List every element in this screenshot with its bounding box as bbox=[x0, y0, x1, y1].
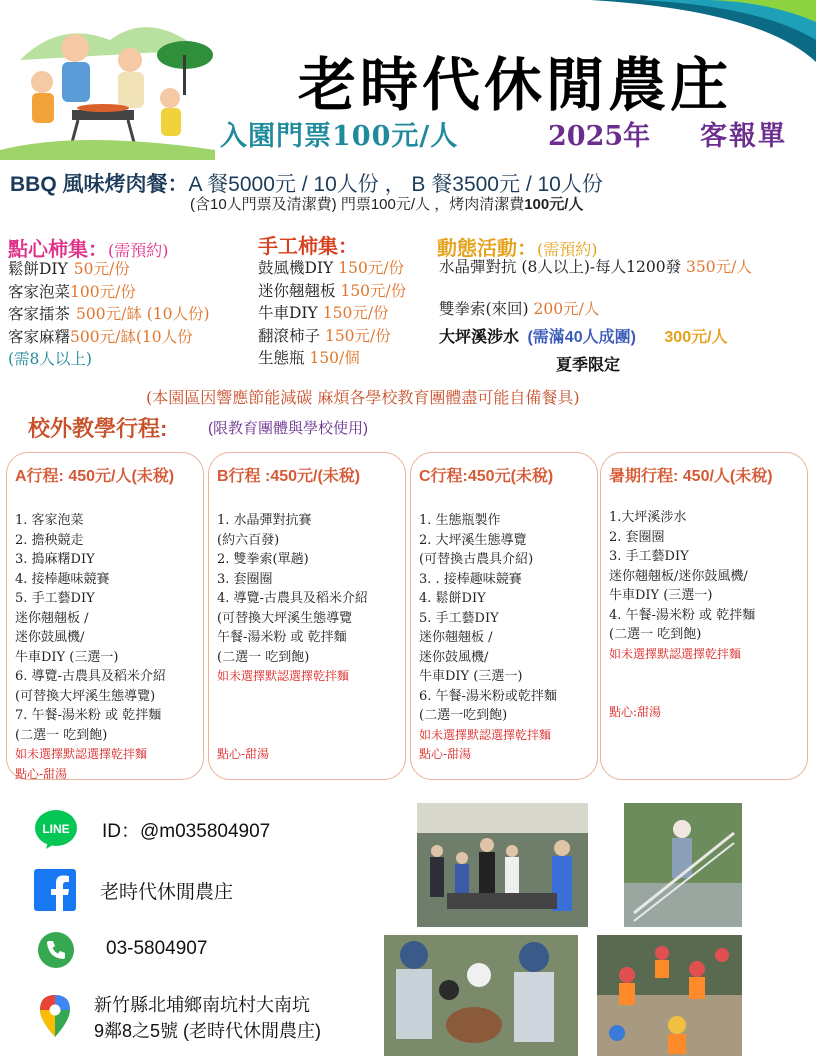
list-item: 客家麻糬500元/缽(10人份 bbox=[8, 327, 193, 346]
itinerary-line: 4. 接棒趣味競賽 bbox=[15, 571, 110, 587]
line-id[interactable]: ID：@m035804907 bbox=[102, 821, 271, 842]
list-item: 鼓風機DIY 150元/份 bbox=[258, 259, 405, 277]
itinerary-line: 1. 客家泡菜 bbox=[15, 513, 84, 528]
itinerary-note: 如未選擇默認選擇乾拌麵 bbox=[419, 727, 552, 742]
itinerary-line: 牛車DIY (三選一) bbox=[15, 649, 119, 665]
card-lines bbox=[419, 511, 557, 765]
card-lines bbox=[217, 511, 368, 765]
card-title: C行程:450元(未稅) bbox=[419, 468, 554, 485]
itinerary-line: (二選一 吃到飽) bbox=[15, 727, 108, 743]
activity-item-crystal: 水晶彈對抗 (8人以上)-每人1200發 350元/人 bbox=[439, 258, 752, 276]
itinerary-line: 1. 水晶彈對抗賽 bbox=[217, 513, 312, 528]
itinerary-note: 點心-甜湯 bbox=[419, 747, 472, 761]
svg-text:LINE: LINE bbox=[42, 822, 70, 836]
itinerary-line: (可替換大坪溪生態導覽) bbox=[15, 688, 156, 704]
craft-section-title: 手工柿集： bbox=[258, 236, 358, 258]
list-item: 鬆餅DIY 50元/份 bbox=[8, 260, 130, 278]
customer-form-label: 客報單 bbox=[700, 121, 787, 152]
card-lines bbox=[15, 511, 166, 784]
itinerary-line: 5. 手工藝DIY bbox=[15, 591, 95, 606]
itinerary-line: (可替換古農具介紹) bbox=[419, 552, 534, 567]
itinerary-line: 4. 鬆餅DIY bbox=[419, 591, 486, 606]
card-title: A行程: 450元/人(未稅) bbox=[15, 468, 175, 485]
itinerary-line: 迷你鼓風機/ bbox=[419, 649, 489, 665]
itinerary-line: 4. 導覽-古農具及稻米介紹 bbox=[217, 591, 368, 606]
field-trip-subtitle: (限教育團體與學校使用) bbox=[208, 420, 368, 437]
address-line-1: 新竹縣北埔鄉南坑村大南坑 bbox=[94, 995, 310, 1015]
itinerary-line: 6. 午餐-湯米粉或乾拌麵 bbox=[419, 688, 557, 704]
itinerary-line: 牛車DIY (三選一) bbox=[609, 588, 713, 603]
itinerary-line: 迷你鼓風機/ bbox=[15, 630, 85, 645]
activity-title-text: 動態活動： bbox=[437, 238, 537, 260]
list-item: 客家擂茶 500元/缽 (10人份) bbox=[8, 305, 210, 323]
snack-title-text: 點心柿集： bbox=[8, 239, 108, 261]
itinerary-line: 3. 套圈圈 bbox=[217, 571, 273, 587]
itinerary-note bbox=[217, 687, 368, 707]
map-pin-icon[interactable] bbox=[40, 995, 70, 1037]
itinerary-card-a bbox=[6, 452, 204, 780]
activity-reservation-note: (需預約) bbox=[537, 240, 598, 259]
bbq-cleaning-fee: 100元/人 bbox=[524, 196, 584, 213]
ticket-price: 入園門票100元/人 bbox=[220, 121, 459, 152]
facebook-page-name[interactable]: 老時代休閒農庄 bbox=[100, 882, 234, 903]
list-item: 翻滾柿子 150元/份 bbox=[258, 326, 391, 345]
itinerary-note: 點心:甜湯 bbox=[609, 705, 662, 719]
itinerary-note: 點心-甜湯 bbox=[15, 766, 68, 781]
itinerary-note bbox=[217, 726, 368, 746]
itinerary-line: 3. 搗麻糬DIY bbox=[15, 552, 95, 567]
itinerary-note: 如未選擇默認選擇乾拌麵 bbox=[217, 669, 350, 683]
itinerary-line: 2. 套圈圈 bbox=[609, 529, 665, 545]
craft-list bbox=[258, 257, 406, 370]
itinerary-note bbox=[217, 706, 368, 726]
itinerary-card-b bbox=[208, 452, 406, 780]
snack-reservation-note: (需預約) bbox=[108, 241, 169, 260]
snack-min-note: (需8人以上) bbox=[8, 350, 92, 368]
bbq-prices: A 餐5000元 / 10人份 ， B 餐3500元 / 10人份 bbox=[188, 173, 603, 196]
itinerary-line: 5. 手工藝DIY bbox=[419, 610, 499, 626]
bbq-note bbox=[190, 193, 583, 214]
list-item: 牛車DIY 150元/份 bbox=[258, 304, 389, 322]
itinerary-line: 迷你翹翹板 / bbox=[419, 630, 493, 645]
bbq-label: BBQ 風味烤肉餐： bbox=[10, 173, 189, 196]
card-title: 暑期行程: 450/人(未稅) bbox=[609, 468, 773, 485]
card-title: B行程 :450元/(未稅) bbox=[217, 468, 361, 485]
phone-icon[interactable] bbox=[38, 932, 74, 968]
itinerary-line: 1. 生態瓶製作 bbox=[419, 513, 501, 528]
farm-title: 老時代休閒農庄 bbox=[298, 51, 733, 119]
itinerary-line: 午餐-湯米粉 或 乾拌麵 bbox=[217, 630, 347, 645]
itinerary-note: 點心-甜湯 bbox=[217, 747, 270, 761]
itinerary-line: 3. 手工藝DIY bbox=[609, 549, 689, 564]
year-label: 2025年 bbox=[548, 121, 651, 152]
activity-item-rope: 雙拳索(來回) 200元/人 bbox=[439, 300, 600, 318]
snack-list bbox=[8, 258, 210, 371]
itinerary-line: (約六百發) bbox=[217, 532, 280, 548]
itinerary-line: 牛車DIY (三選一) bbox=[419, 669, 523, 684]
itinerary-line: 2. 雙拳索(單趟) bbox=[217, 552, 309, 567]
itinerary-line: (可替換大坪溪生態導覽 bbox=[217, 610, 353, 626]
itinerary-note bbox=[609, 684, 755, 704]
phone-number[interactable]: 03-5804907 bbox=[106, 938, 208, 959]
eco-notice: (本園區因響應節能減碳 麻煩各學校教育團體盡可能自備餐具) bbox=[146, 388, 580, 407]
itinerary-line: 7. 午餐-湯米粉 或 乾拌麵 bbox=[15, 708, 162, 723]
facebook-icon[interactable] bbox=[34, 869, 76, 911]
itinerary-line: 迷你翹翹板 / bbox=[15, 610, 89, 626]
itinerary-line: (二選一 吃到飽) bbox=[217, 649, 310, 665]
summer-only-label: 夏季限定 bbox=[556, 357, 621, 374]
activity-item-stream: 大坪溪涉水 (需滿40人成團) 300元/人 bbox=[439, 329, 728, 346]
itinerary-note bbox=[609, 664, 755, 684]
address-line-2: 9鄰8之5號 (老時代休閒農庄) bbox=[94, 1021, 322, 1041]
itinerary-line: (二選一 吃到飽) bbox=[609, 627, 702, 642]
itinerary-line: 2. 大坪溪生態導覽 bbox=[419, 532, 527, 548]
itinerary-line: (二選一吃到飽) bbox=[419, 708, 508, 723]
rope-bridge-photo bbox=[624, 803, 742, 927]
group-photo-outdoor bbox=[417, 803, 588, 927]
itinerary-line: 4. 午餐-湯米粉 或 乾拌麵 bbox=[609, 607, 756, 623]
list-item: 生態瓶 150/個 bbox=[258, 349, 360, 367]
family-bbq-illustration bbox=[0, 0, 215, 160]
itinerary-line: 6. 導覽-古農具及稻米介紹 bbox=[15, 669, 166, 684]
itinerary-card-summer bbox=[600, 452, 808, 780]
itinerary-line: 2. 擔秧競走 bbox=[15, 532, 84, 548]
bbq-note-text: (含10人門票及清潔費) 門票100元/人 ，烤肉清潔費 bbox=[190, 196, 525, 213]
stream-wading-photo bbox=[597, 935, 742, 1056]
kids-making-mochi-photo bbox=[384, 935, 578, 1056]
line-icon[interactable] bbox=[34, 809, 78, 849]
itinerary-line: 迷你翹翹板/迷你鼓風機/ bbox=[609, 568, 748, 584]
itinerary-card-c bbox=[410, 452, 598, 780]
itinerary-note: 如未選擇默認選擇乾拌麵 bbox=[609, 646, 742, 661]
field-trip-title: 校外教學行程: bbox=[28, 416, 168, 441]
card-lines bbox=[609, 508, 755, 723]
itinerary-line: 1.大坪溪涉水 bbox=[609, 510, 687, 525]
itinerary-note: 如未選擇默認選擇乾拌麵 bbox=[15, 747, 148, 761]
itinerary-line: 3. . 接棒趣味競賽 bbox=[419, 571, 522, 587]
list-item: 客家泡菜100元/份 bbox=[8, 282, 136, 301]
list-item: 迷你翹翹板 150元/份 bbox=[258, 281, 407, 300]
